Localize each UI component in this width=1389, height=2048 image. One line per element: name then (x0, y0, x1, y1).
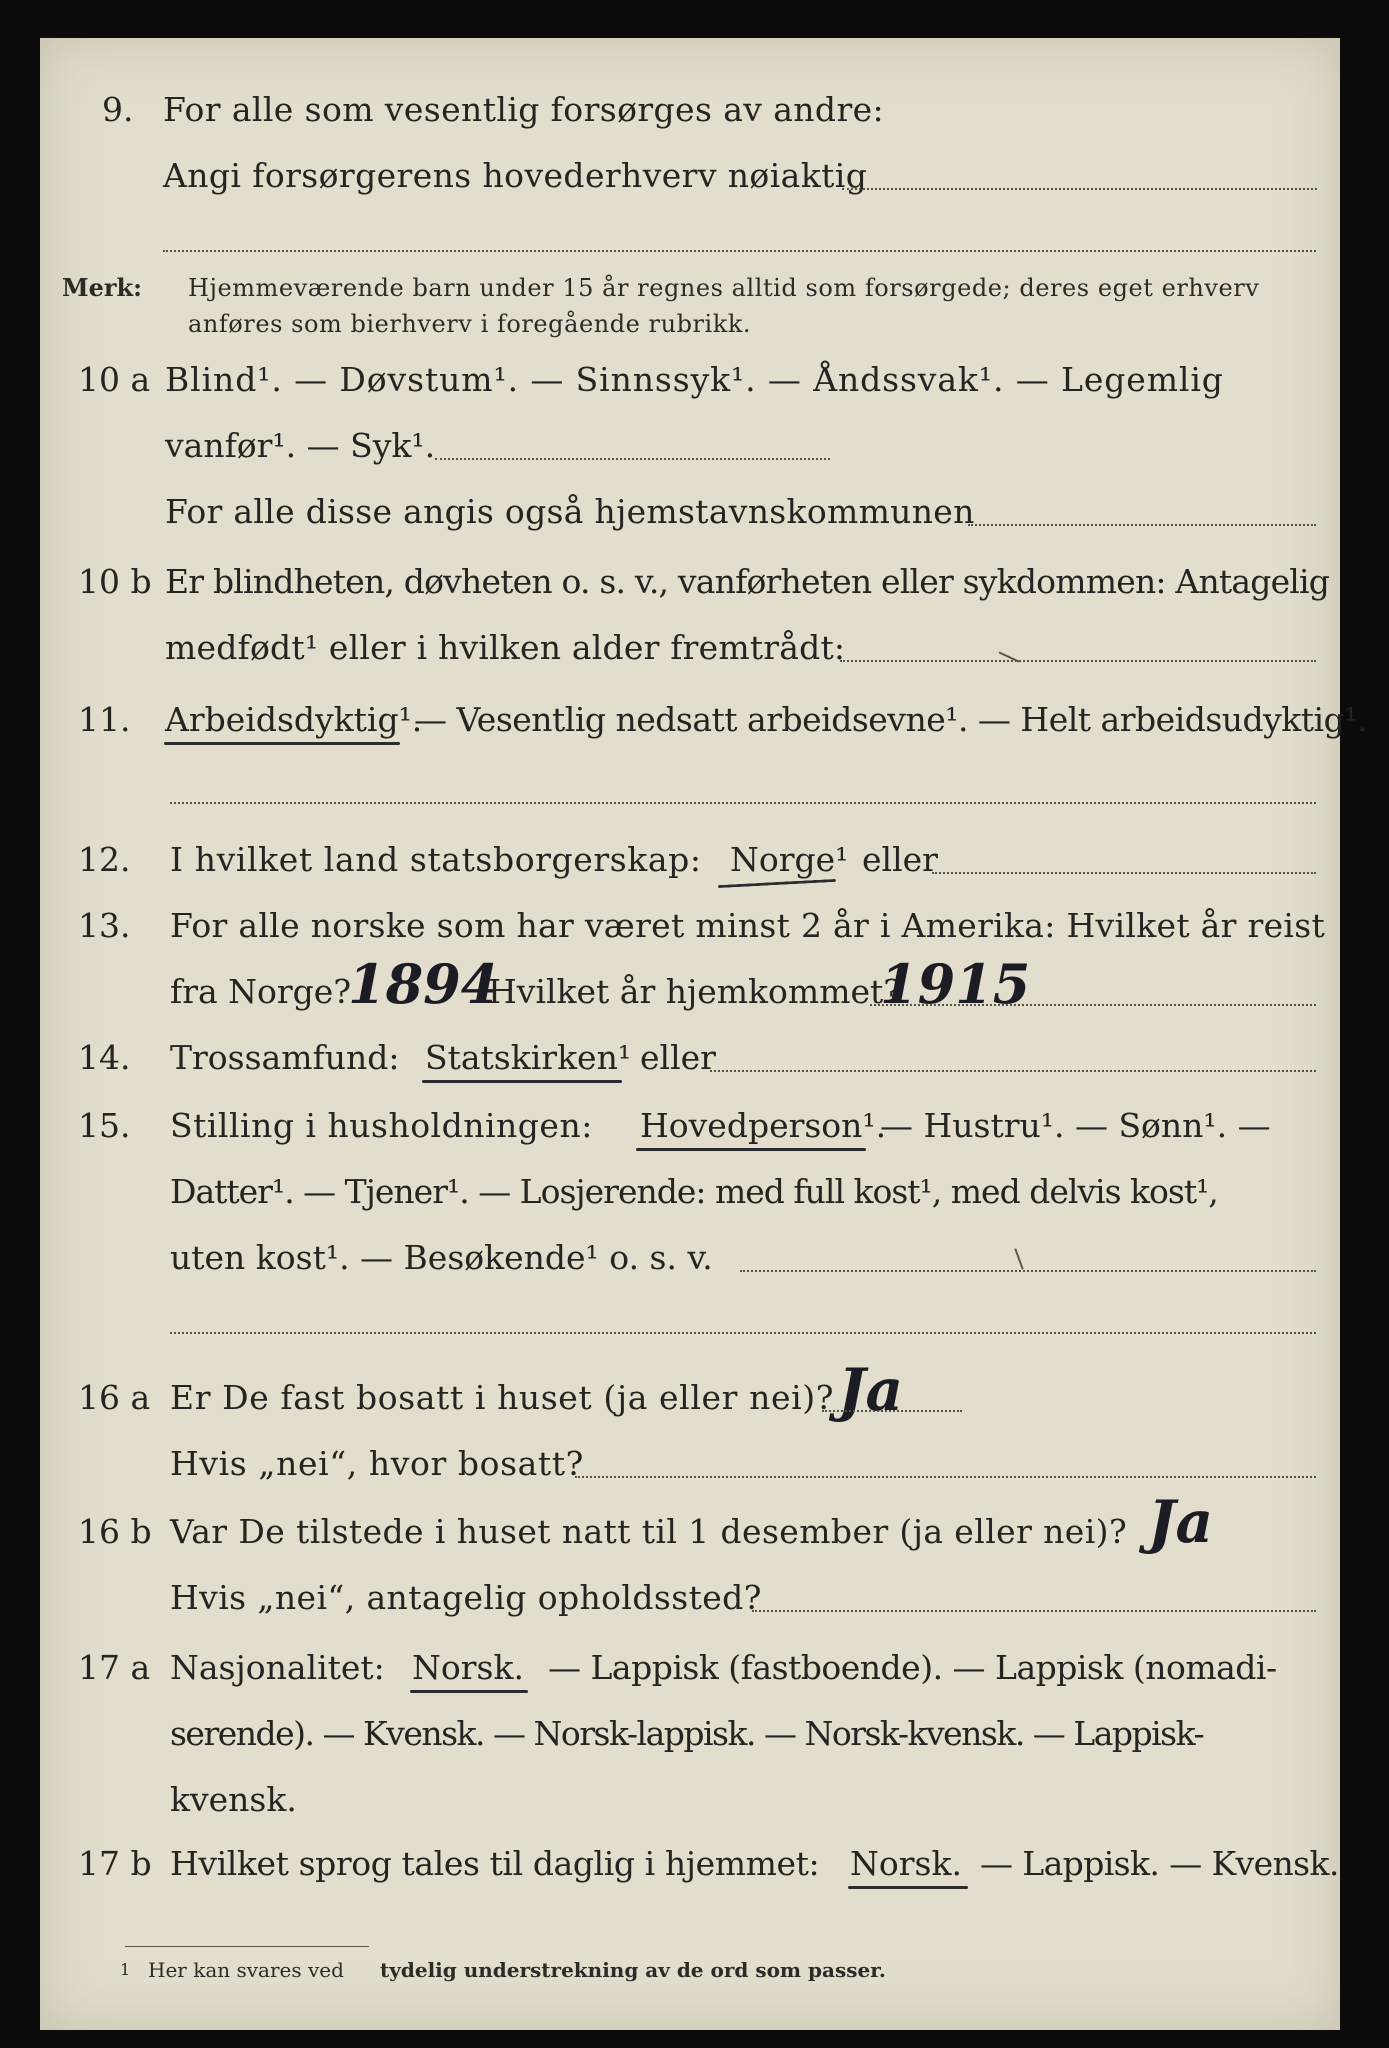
merk-line2: anføres som bierhverv i foregående rubrikk. (188, 310, 752, 338)
q15-line1-rest: — Hustru¹. — Sønn¹. — (880, 1106, 1271, 1145)
q10a-line3: For alle disse angis også hjemstavnskommunen (165, 492, 975, 531)
q10a-number: 10 a (78, 360, 151, 399)
q17b-number: 17 b (78, 1844, 152, 1883)
q10a-hjemstavn-line (968, 524, 1316, 526)
q17a-line1-rest: — Lappisk (fastboende). — Lappisk (nomadi- (548, 1648, 1277, 1687)
q16b-question: Var De tilstede i huset natt til 1 desember (ja eller nei)? (170, 1512, 1128, 1551)
footnote-emphasis: tydelig understrekning av de ord som passer. (380, 1958, 886, 1982)
q10b-answer-line (840, 660, 1316, 662)
q10b-number: 10 b (78, 562, 152, 601)
q15-answer-line (740, 1270, 1316, 1272)
q12-selected-option: Norge¹ (730, 840, 849, 879)
q13-answer-reist: 1894 (348, 952, 499, 1016)
q17a-question: Nasjonalitet: (170, 1648, 385, 1687)
q11-selected-option: Arbeidsdyktig¹. (165, 700, 423, 739)
q13-line1: For alle norske som har været minst 2 år i Amerika: Hvilket år reist (170, 906, 1326, 945)
q10a-line1: Blind¹. — Døvstum¹. — Sinnssyk¹. — Åndssvak¹. — Legemlig (165, 360, 1224, 399)
q11-underline (164, 742, 400, 745)
q13-answer-line (870, 1004, 1316, 1006)
q16a-question: Er De fast bosatt i huset (ja eller nei)? (170, 1378, 834, 1417)
q17b-selected-option: Norsk. (850, 1844, 962, 1883)
q14-eller: eller (640, 1038, 716, 1077)
q17a-underline (410, 1690, 528, 1693)
q11-other-options: — Vesentlig nedsatt arbeidsevne¹. — Helt arbeidsudyktig¹. (414, 700, 1367, 739)
q13-answer-hjemkommet: 1915 (880, 952, 1031, 1016)
q15-line3: uten kost¹. — Besøkende¹ o. s. v. (170, 1238, 713, 1277)
q16a-line2: Hvis „nei“, hvor bosatt? (170, 1444, 584, 1483)
q10a-line2: vanfør¹. — Syk¹. (165, 426, 436, 465)
q12-question: I hvilket land statsborgerskap: (170, 840, 702, 879)
q13-number: 13. (78, 906, 131, 945)
q17b-underline (848, 1886, 968, 1889)
q14-question: Trossamfund: (170, 1038, 400, 1077)
q16b-opholdssted-line (752, 1610, 1316, 1612)
q9-answer-line-2 (163, 250, 1316, 252)
q15-underline (636, 1148, 866, 1151)
q17a-line2: serende). — Kvensk. — Norsk-lappisk. — Norsk-kvensk. — Lappisk- (170, 1714, 1204, 1753)
merk-label: Merk: (62, 273, 142, 302)
q14-selected-option: Statskirken¹ (425, 1038, 632, 1077)
q9-number: 9. (102, 90, 134, 129)
q11-answer-line (170, 802, 1316, 804)
q10a-answer-line (435, 458, 830, 460)
q17a-line3: kvensk. (170, 1780, 297, 1819)
q9-line2: Angi forsørgerens hovederhverv nøiaktig (163, 156, 868, 195)
q17a-selected-option: Norsk. (412, 1648, 524, 1687)
q9-line1: For alle som vesentlig forsørges av andre: (163, 90, 885, 129)
q15-number: 15. (78, 1106, 131, 1145)
q15-line2: Datter¹. — Tjener¹. — Losjerende: med full kost¹, med delvis kost¹, (170, 1172, 1218, 1211)
q12-underline (718, 879, 836, 888)
q14-underline (422, 1080, 622, 1083)
merk-line1: Hjemmeværende barn under 15 år regnes alltid som forsørgede; deres eget erhverv (188, 274, 1260, 302)
q16a-bosatt-line (575, 1476, 1316, 1478)
q16b-number: 16 b (78, 1512, 152, 1551)
q15-answer-line-2 (170, 1332, 1316, 1334)
q16b-answer: Ja (1148, 1488, 1214, 1556)
q16a-number: 16 a (78, 1378, 151, 1417)
q17a-number: 17 a (78, 1648, 151, 1687)
q14-answer-line (710, 1070, 1316, 1072)
footnote-marker: 1 (120, 1960, 131, 1979)
census-form-page (40, 38, 1367, 2030)
footnote-text: Her kan svares ved (148, 1958, 344, 1982)
q12-answer-line (932, 872, 1316, 874)
q16a-answer: Ja (838, 1356, 904, 1424)
q16b-line2: Hvis „nei“, antagelig opholdssted? (170, 1578, 762, 1617)
q16a-answer-line (822, 1410, 962, 1412)
q13-hjemkommet-label: Hvilket år hjemkommet? (488, 972, 901, 1011)
footnote-rule (125, 1946, 369, 1947)
q9-answer-line (842, 188, 1317, 190)
q17b-line1-rest: — Lappisk. — Kvensk. (980, 1844, 1339, 1883)
q15-question: Stilling i husholdningen: (170, 1106, 593, 1145)
pencil-tick-mark-2 (1014, 1248, 1023, 1269)
q17b-question: Hvilket sprog tales til daglig i hjemmet: (170, 1844, 820, 1883)
q12-number: 12. (78, 840, 131, 879)
q11-number: 11. (78, 700, 131, 739)
q15-selected-option: Hovedperson¹. (640, 1106, 887, 1145)
q10b-line1: Er blindheten, døvheten o. s. v., vanførheten eller sykdommen: Antagelig (165, 562, 1330, 601)
q14-number: 14. (78, 1038, 131, 1077)
q10b-line2: medfødt¹ eller i hvilken alder fremtrådt: (165, 628, 846, 667)
q12-eller: eller (862, 840, 938, 879)
q13-reist-label: fra Norge? (170, 972, 352, 1011)
